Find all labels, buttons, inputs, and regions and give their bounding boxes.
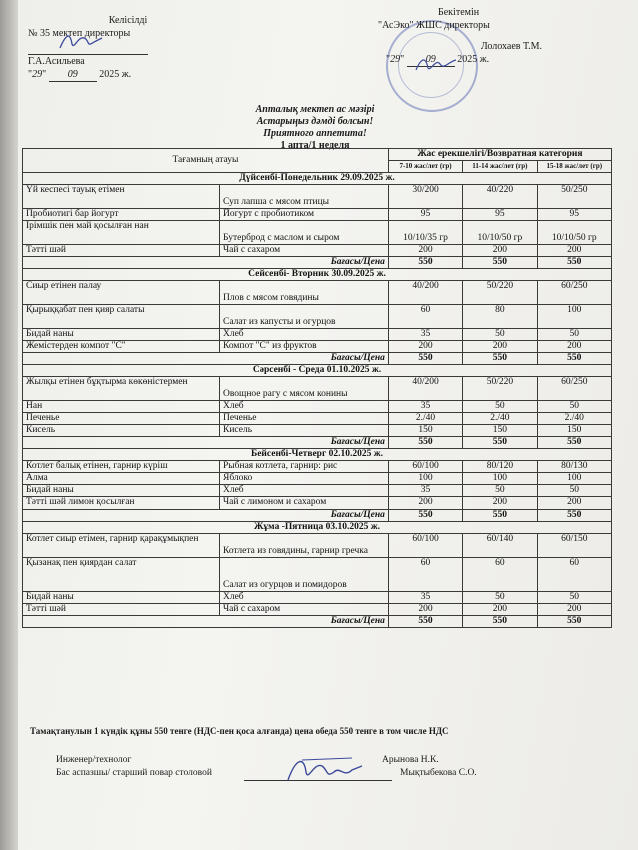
day-header-row bbox=[23, 522, 612, 534]
portion-11-14: 200 bbox=[463, 497, 537, 510]
menu-titles bbox=[120, 104, 510, 152]
portion-11-14: 100 bbox=[463, 473, 537, 485]
price-value: 550 bbox=[537, 353, 611, 365]
dish-name-ru: Чай с сахаром bbox=[219, 604, 388, 616]
dish-name-ru: Бутерброд с маслом и сыром bbox=[219, 221, 388, 245]
portion-7-10: 60/100 bbox=[388, 534, 462, 558]
portion-15-18: 60/250 bbox=[537, 377, 611, 401]
price-value: 550 bbox=[463, 437, 537, 449]
table-row bbox=[23, 377, 612, 401]
table-row bbox=[23, 604, 612, 616]
portion-15-18: 50 bbox=[537, 592, 611, 604]
portion-11-14: 50 bbox=[463, 592, 537, 604]
portion-11-14: 200 bbox=[463, 604, 537, 616]
price-value: 550 bbox=[463, 257, 537, 269]
portion-11-14: 40/220 bbox=[463, 185, 537, 209]
approval-block-left bbox=[28, 14, 208, 82]
portion-15-18: 200 bbox=[537, 497, 611, 510]
portion-7-10: 200 bbox=[388, 497, 462, 510]
day-header-row bbox=[23, 449, 612, 461]
engineer-label: Инженер/технолог bbox=[56, 755, 132, 765]
footer-note: Тамақтанулын 1 күндік құны 550 тенге (НДС-пен қоса алғанда) цена обеда 550 тенге в том числе НДС bbox=[30, 726, 449, 736]
portion-7-10: 35 bbox=[388, 485, 462, 497]
dish-name-ru: Суп лапша с мясом птицы bbox=[219, 185, 388, 209]
table-header-row bbox=[23, 149, 612, 161]
portion-15-18: 50 bbox=[537, 401, 611, 413]
dish-name-ru: Хлеб bbox=[219, 401, 388, 413]
portion-15-18: 80/130 bbox=[537, 461, 611, 473]
table-row bbox=[23, 461, 612, 473]
dish-name-ru: Чай с сахаром bbox=[219, 245, 388, 257]
dish-name-kz: Бидай наны bbox=[23, 329, 220, 341]
right-signature bbox=[414, 54, 458, 76]
cook-name: Мықтыбекова С.О. bbox=[400, 768, 477, 778]
menu-body bbox=[23, 173, 612, 628]
dish-name-kz: Үй кеспесі тауық етімен bbox=[23, 185, 220, 209]
portion-7-10: 35 bbox=[388, 401, 462, 413]
price-row bbox=[23, 616, 612, 628]
portion-7-10: 35 bbox=[388, 329, 462, 341]
dish-name-ru: Салат из огурцов и помидоров bbox=[219, 558, 388, 592]
dish-name-kz: Ірімшік пен май қосылған нан bbox=[23, 221, 220, 245]
cook-signature bbox=[282, 752, 366, 786]
portion-15-18: 50 bbox=[537, 485, 611, 497]
portion-11-14: 80/120 bbox=[463, 461, 537, 473]
price-value: 550 bbox=[463, 616, 537, 628]
price-value: 550 bbox=[388, 510, 462, 522]
table-row bbox=[23, 329, 612, 341]
table-row bbox=[23, 401, 612, 413]
header-age-7-10: 7-10 жас/лет (гр) bbox=[388, 161, 462, 173]
left-date-year: 2025 ж. bbox=[99, 69, 132, 80]
portion-7-10: 60 bbox=[388, 305, 462, 329]
page-shadow bbox=[0, 0, 18, 850]
portion-7-10: 40/200 bbox=[388, 377, 462, 401]
dish-name-ru: Плов с мясом говядины bbox=[219, 281, 388, 305]
table-row bbox=[23, 497, 612, 510]
title-wish-kz: Астарыңыз дәмді болсын! bbox=[256, 116, 374, 127]
title-week: 1 апта/1 неделя bbox=[280, 140, 350, 151]
day-header-row bbox=[23, 269, 612, 281]
portion-15-18: 150 bbox=[537, 425, 611, 437]
table-row bbox=[23, 341, 612, 353]
dish-name-kz: Жемістерден компот "С" bbox=[23, 341, 220, 353]
left-date-day: 29 bbox=[32, 69, 43, 80]
right-header-line3: Лолохаев Т.М. bbox=[480, 41, 542, 52]
portion-11-14: 80 bbox=[463, 305, 537, 329]
portion-11-14: 95 bbox=[463, 209, 537, 221]
price-label: Бағасы/Цена bbox=[23, 353, 389, 365]
header-age-15-18: 15-18 жас/лет (гр) bbox=[537, 161, 611, 173]
price-value: 550 bbox=[537, 257, 611, 269]
portion-7-10: 40/200 bbox=[388, 281, 462, 305]
portion-11-14: 50 bbox=[463, 329, 537, 341]
price-value: 550 bbox=[388, 353, 462, 365]
portion-7-10: 100 bbox=[388, 473, 462, 485]
table-row bbox=[23, 558, 612, 592]
portion-11-14: 50 bbox=[463, 401, 537, 413]
price-value: 550 bbox=[537, 510, 611, 522]
title-wish-ru: Приятного аппетита! bbox=[263, 128, 367, 139]
table-row bbox=[23, 221, 612, 245]
dish-name-kz: Тәтті шәй лимон қосылған bbox=[23, 497, 220, 510]
portion-15-18: 95 bbox=[537, 209, 611, 221]
right-header-line2: "АсЭко" ЖШС директоры bbox=[378, 20, 490, 31]
left-date-month: 09 bbox=[49, 68, 97, 82]
price-value: 550 bbox=[388, 257, 462, 269]
portion-11-14: 50/220 bbox=[463, 281, 537, 305]
price-label: Бағасы/Цена bbox=[23, 510, 389, 522]
portion-15-18: 200 bbox=[537, 341, 611, 353]
portion-15-18: 10/10/50 гр bbox=[537, 221, 611, 245]
day-title: Сәрсенбі - Среда 01.10.2025 ж. bbox=[23, 365, 612, 377]
dish-name-kz: Бидай наны bbox=[23, 592, 220, 604]
portion-15-18: 60 bbox=[537, 558, 611, 592]
portion-15-18: 50/250 bbox=[537, 185, 611, 209]
portion-11-14: 150 bbox=[463, 425, 537, 437]
portion-11-14: 60/140 bbox=[463, 534, 537, 558]
price-value: 550 bbox=[388, 616, 462, 628]
header-age-category: Жас ерекшелігі/Возвратная категория bbox=[388, 149, 611, 161]
dish-name-kz: Нан bbox=[23, 401, 220, 413]
table-row bbox=[23, 534, 612, 558]
portion-7-10: 2./40 bbox=[388, 413, 462, 425]
dish-name-ru: Котлета из говядины, гарнир гречка bbox=[219, 534, 388, 558]
price-value: 550 bbox=[463, 510, 537, 522]
portion-7-10: 60 bbox=[388, 558, 462, 592]
dish-name-ru: Чай с лимоном и сахаром bbox=[219, 497, 388, 510]
day-title: Сейсенбі- Вторник 30.09.2025 ж. bbox=[23, 269, 612, 281]
table-row bbox=[23, 185, 612, 209]
day-title: Жұма -Пятница 03.10.2025 ж. bbox=[23, 522, 612, 534]
price-label: Бағасы/Цена bbox=[23, 257, 389, 269]
dish-name-ru: Компот "С" из фруктов bbox=[219, 341, 388, 353]
price-row bbox=[23, 353, 612, 365]
portion-7-10: 150 bbox=[388, 425, 462, 437]
dish-name-kz: Печенье bbox=[23, 413, 220, 425]
portion-11-14: 200 bbox=[463, 245, 537, 257]
portion-15-18: 60/150 bbox=[537, 534, 611, 558]
header-dish-name: Тағамның атауы bbox=[23, 149, 389, 173]
price-value: 550 bbox=[537, 437, 611, 449]
left-header-line3: Г.А.Асильева bbox=[28, 56, 85, 67]
left-date: "29" 09 2025 ж. bbox=[28, 69, 132, 80]
dish-name-ru: Овощное рагу с мясом конины bbox=[219, 377, 388, 401]
price-row bbox=[23, 510, 612, 522]
price-row bbox=[23, 257, 612, 269]
portion-15-18: 100 bbox=[537, 473, 611, 485]
day-header-row bbox=[23, 173, 612, 185]
table-row bbox=[23, 305, 612, 329]
dish-name-ru: Йогурт с пробиотиком bbox=[219, 209, 388, 221]
portion-7-10: 10/10/35 гр bbox=[388, 221, 462, 245]
engineer-name: Арынова Н.К. bbox=[382, 755, 439, 765]
dish-name-kz: Сиыр етінен палау bbox=[23, 281, 220, 305]
table-row bbox=[23, 245, 612, 257]
dish-name-ru: Хлеб bbox=[219, 592, 388, 604]
dish-name-kz: Пробиотигі бар йогурт bbox=[23, 209, 220, 221]
day-title: Дүйсенбі-Понедельник 29.09.2025 ж. bbox=[23, 173, 612, 185]
header-age-11-14: 11-14 жас/лет (гр) bbox=[463, 161, 537, 173]
left-signature bbox=[56, 30, 106, 54]
portion-7-10: 95 bbox=[388, 209, 462, 221]
dish-name-kz: Котлет сиыр етімен, гарнир қарақұмықпен bbox=[23, 534, 220, 558]
price-value: 550 bbox=[537, 616, 611, 628]
price-label: Бағасы/Цена bbox=[23, 616, 389, 628]
portion-15-18: 2./40 bbox=[537, 413, 611, 425]
portion-7-10: 60/100 bbox=[388, 461, 462, 473]
portion-7-10: 200 bbox=[388, 245, 462, 257]
dish-name-ru: Салат из капусты и огурцов bbox=[219, 305, 388, 329]
portion-15-18: 200 bbox=[537, 604, 611, 616]
left-header-line2: № 35 мектеп директоры bbox=[28, 28, 131, 39]
table-row bbox=[23, 209, 612, 221]
portion-11-14: 60 bbox=[463, 558, 537, 592]
portion-7-10: 200 bbox=[388, 341, 462, 353]
left-header-line1: Келісілді bbox=[108, 15, 148, 26]
table-row bbox=[23, 281, 612, 305]
dish-name-kz: Қырыққабат пен қияр салаты bbox=[23, 305, 220, 329]
dish-name-ru: Хлеб bbox=[219, 329, 388, 341]
dish-name-ru: Хлеб bbox=[219, 485, 388, 497]
table-row bbox=[23, 485, 612, 497]
menu-table bbox=[22, 148, 612, 628]
table-row bbox=[23, 473, 612, 485]
dish-name-ru: Кисель bbox=[219, 425, 388, 437]
price-row bbox=[23, 437, 612, 449]
right-date-day: 29 bbox=[390, 54, 401, 65]
title-kz: Апталық мектеп ас мәзірі bbox=[255, 104, 375, 115]
portion-11-14: 50/220 bbox=[463, 377, 537, 401]
dish-name-ru: Яблоко bbox=[219, 473, 388, 485]
portion-11-14: 2./40 bbox=[463, 413, 537, 425]
right-date: "29" 09 2025 ж. bbox=[386, 54, 490, 65]
portion-15-18: 50 bbox=[537, 329, 611, 341]
table-row bbox=[23, 592, 612, 604]
portion-15-18: 60/250 bbox=[537, 281, 611, 305]
price-label: Бағасы/Цена bbox=[23, 437, 389, 449]
dish-name-kz: Бидай наны bbox=[23, 485, 220, 497]
dish-name-kz: Котлет балық етінен, гарнир күріш bbox=[23, 461, 220, 473]
dish-name-kz: Тәтті шәй bbox=[23, 604, 220, 616]
portion-7-10: 200 bbox=[388, 604, 462, 616]
approval-block-right bbox=[378, 6, 578, 67]
right-header-line1: Бекітемін bbox=[438, 7, 480, 18]
dish-name-ru: Рыбная котлета, гарнир: рис bbox=[219, 461, 388, 473]
portion-7-10: 30/200 bbox=[388, 185, 462, 209]
dish-name-kz: Кисель bbox=[23, 425, 220, 437]
portion-7-10: 35 bbox=[388, 592, 462, 604]
right-date-year: 2025 ж. bbox=[457, 54, 490, 65]
portion-11-14: 10/10/50 гр bbox=[463, 221, 537, 245]
price-value: 550 bbox=[463, 353, 537, 365]
dish-name-kz: Тәтті шәй bbox=[23, 245, 220, 257]
portion-11-14: 200 bbox=[463, 341, 537, 353]
dish-name-kz: Алма bbox=[23, 473, 220, 485]
day-title: Бейсенбі-Четверг 02.10.2025 ж. bbox=[23, 449, 612, 461]
cook-label: Бас аспазшы/ старший повар столовой bbox=[56, 768, 212, 778]
portion-11-14: 50 bbox=[463, 485, 537, 497]
portion-15-18: 200 bbox=[537, 245, 611, 257]
right-date-month: 09 bbox=[407, 53, 455, 67]
price-value: 550 bbox=[388, 437, 462, 449]
dish-name-kz: Жылқы етінен бұқтырма көкөністермен bbox=[23, 377, 220, 401]
table-row bbox=[23, 413, 612, 425]
portion-15-18: 100 bbox=[537, 305, 611, 329]
dish-name-kz: Қызанақ пен қиярдан салат bbox=[23, 558, 220, 592]
day-header-row bbox=[23, 365, 612, 377]
table-row bbox=[23, 425, 612, 437]
dish-name-ru: Печенье bbox=[219, 413, 388, 425]
